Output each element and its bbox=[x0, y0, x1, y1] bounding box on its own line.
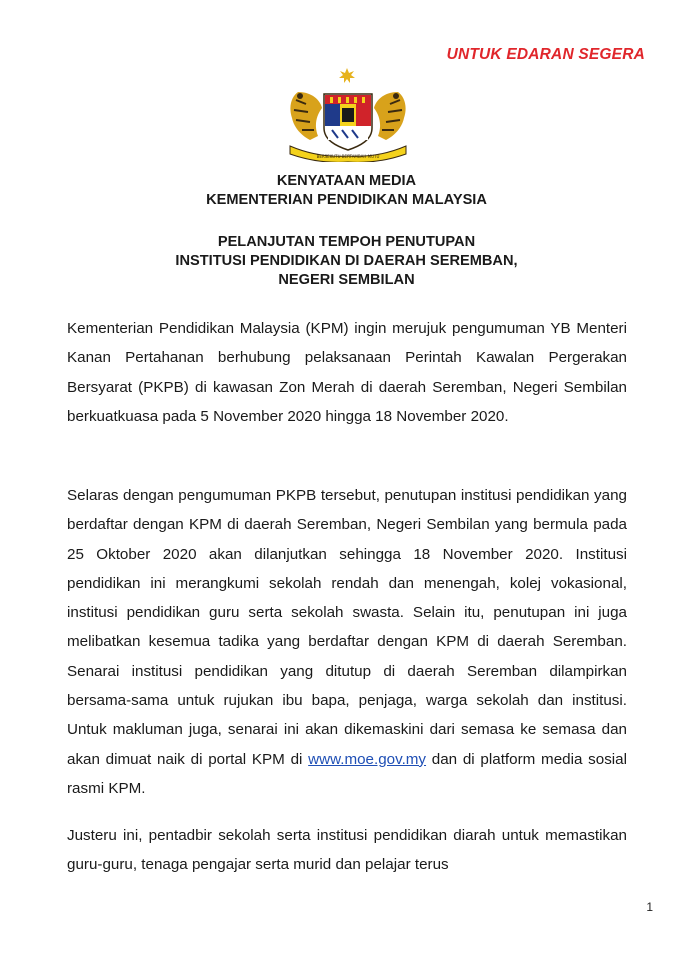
paragraph-2-tail: dan di platform media sosial rasmi KPM. bbox=[67, 750, 627, 797]
release-stamp: UNTUK EDARAN SEGERA bbox=[446, 46, 645, 63]
page-number: 1 bbox=[646, 900, 653, 914]
paragraph-3: Justeru ini, pentadbir sekolah serta institusi pendidikan diarah untuk memastikan guru-guru, tenaga pengajar serta murid dan pelajar terus bbox=[67, 827, 627, 874]
subject-title bbox=[0, 233, 693, 290]
paragraph-2-text: Selaras dengan pengumuman PKPB tersebut, penutupan institusi pendidikan yang berdaftar dengan KPM di daerah Seremban, Negeri Sembilan yang bermula pada 25 Oktober 2020 akan dilanjutkan sehingga 18 November 2020. Institusi pendidikan ini merangkumi sekolah rendah dan menengah, kolej vokasional, institusi pendidikan guru serta sekolah swasta. Selain itu, penutupan ini juga melibatkan kesemua tadika yang berdaftar dengan KPM di daerah Seremban. Senarai institusi pendidikan yang ditutup di daerah Seremban dilampirkan bersama-sama untuk rujukan ibu bapa, penjaga, warga sekolah dan institusi. Untuk makluman juga, senarai ini akan dikemaskini dari semasa ke semasa dan akan dimuat naik di portal KPM di bbox=[67, 487, 627, 768]
subject-line-2: INSTITUSI PENDIDIKAN DI DAERAH SEREMBAN, bbox=[175, 253, 518, 269]
subject-line-1: PELANJUTAN TEMPOH PENUTUPAN bbox=[217, 234, 476, 250]
subject-line-3: NEGERI SEMBILAN bbox=[278, 272, 415, 288]
header-line-1: KENYATAAN MEDIA bbox=[276, 173, 417, 189]
moe-website-link[interactable]: www.moe.gov.my bbox=[308, 750, 427, 768]
paragraph-2 bbox=[67, 481, 627, 803]
paragraph-1: Kementerian Pendidikan Malaysia (KPM) ingin merujuk pengumuman YB Menteri Kanan Pertahanan berhubung pelaksanaan Perintah Kawalan Pergerakan Bersyarat (PKPB) di kawasan Zon Merah di daerah Seremban, Negeri Sembilan berkuatkuasa pada 5 November 2020 hingga 18 November 2020. bbox=[67, 320, 627, 425]
crest-motto: BERSEKUTU BERTAMBAH MUTU bbox=[316, 154, 380, 159]
malaysia-coat-of-arms-icon bbox=[278, 66, 418, 162]
press-release-header bbox=[0, 172, 693, 210]
header-line-2: KEMENTERIAN PENDIDIKAN MALAYSIA bbox=[206, 192, 487, 208]
